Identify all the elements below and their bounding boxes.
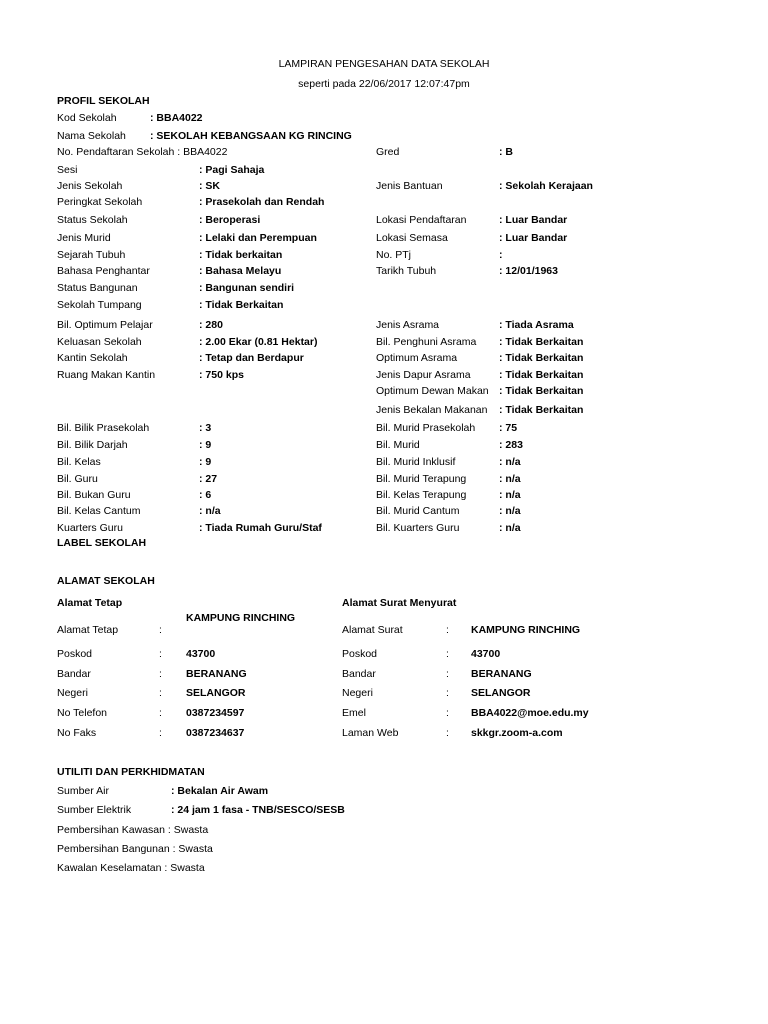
alamat-surat-row-label: Poskod (342, 648, 378, 660)
profil-right-row-label: Bil. Kuarters Guru (376, 522, 460, 534)
profil-left-row-value: : 9 (199, 439, 212, 451)
profil-left-row-value: : n/a (199, 505, 221, 517)
nama-sekolah-value: : SEKOLAH KEBANGSAAN KG RINCING (150, 130, 352, 142)
alamat-tetap-row-value: 0387234637 (186, 727, 245, 739)
no-pendaftaran: No. Pendaftaran Sekolah : BBA4022 (57, 146, 228, 158)
gred-label: Gred (376, 146, 400, 158)
pembersihan-bangunan: Pembersihan Bangunan : Swasta (57, 843, 213, 855)
profil-right-row-label: Bil. Murid Inklusif (376, 456, 456, 468)
profil-right-row-label: Jenis Bekalan Makanan (376, 404, 488, 416)
profil-left-row-label: Bil. Kelas Cantum (57, 505, 141, 517)
alamat-surat-row-label: Laman Web (342, 727, 399, 739)
sumber-elektrik-value: : 24 jam 1 fasa - TNB/SESCO/SESB (171, 804, 345, 816)
profil-right-row-value: : n/a (499, 489, 521, 501)
alamat-surat-row-value: skkgr.zoom-a.com (471, 727, 563, 739)
profil-left-row-value: : Pagi Sahaja (199, 164, 265, 176)
profil-left-row-label: Status Bangunan (57, 282, 138, 294)
profil-right-row-value: : Tidak Berkaitan (499, 404, 584, 416)
alamat-tetap-row-colon: : (159, 648, 162, 660)
profil-right-row-value: : Luar Bandar (499, 232, 568, 244)
document-subtitle: seperti pada 22/06/2017 12:07:47pm (298, 78, 470, 90)
profil-right-row-label: Jenis Dapur Asrama (376, 369, 471, 381)
profil-left-row-value: : Tetap dan Berdapur (199, 352, 304, 364)
sumber-air-value: : Bekalan Air Awam (171, 785, 269, 797)
profil-left-row-value: : SK (199, 180, 220, 192)
profil-heading: PROFIL SEKOLAH (57, 95, 150, 107)
sumber-elektrik-label: Sumber Elektrik (57, 804, 132, 816)
profil-right-row-value: : (499, 249, 503, 261)
profil-left-row-value: : Tidak Berkaitan (199, 299, 284, 311)
profil-right-row-label: No. PTj (376, 249, 412, 261)
profil-left-row-label: Sekolah Tumpang (57, 299, 142, 311)
profil-right-row-label: Jenis Asrama (376, 319, 440, 331)
alamat-heading: ALAMAT SEKOLAH (57, 575, 155, 587)
alamat-surat-row-label: Bandar (342, 668, 376, 680)
label-sekolah-heading: LABEL SEKOLAH (57, 537, 147, 549)
profil-right-row-label: Bil. Murid Prasekolah (376, 422, 476, 434)
profil-right-row-value: : 12/01/1963 (499, 265, 558, 277)
alamat-surat-row-colon: : (446, 648, 449, 660)
profil-left-row-label: Bil. Guru (57, 473, 98, 485)
profil-left-row-label: Bil. Kelas (57, 456, 101, 468)
alamat-tetap-row-value: 0387234597 (186, 707, 245, 719)
kawalan-keselamatan: Kawalan Keselamatan : Swasta (57, 862, 205, 874)
alamat-tetap-row-colon: : (159, 727, 162, 739)
profil-left-row-label: Sejarah Tubuh (57, 249, 126, 261)
profil-left-row-value: : 3 (199, 422, 212, 434)
profil-right-row-value: : n/a (499, 505, 521, 517)
alamat-tetap-row-value: BERANANG (186, 668, 247, 680)
alamat-tetap-line1: KAMPUNG RINCHING (186, 612, 296, 624)
utiliti-heading: UTILITI DAN PERKHIDMATAN (57, 766, 205, 778)
profil-right-row-label: Tarikh Tubuh (376, 265, 437, 277)
profil-left-row-label: Ruang Makan Kantin (57, 369, 156, 381)
profil-right-row-label: Bil. Kelas Terapung (376, 489, 467, 501)
profil-right-row-value: : Sekolah Kerajaan (499, 180, 593, 192)
alamat-tetap-row-colon: : (159, 707, 162, 719)
alamat-tetap-row-label: Negeri (57, 687, 88, 699)
profil-right-row-label: Optimum Dewan Makan (376, 385, 489, 397)
profil-left-row-label: Sesi (57, 164, 78, 176)
sumber-air-label: Sumber Air (57, 785, 109, 797)
alamat-tetap-row-colon: : (159, 668, 162, 680)
profil-left-row-value: : Prasekolah dan Rendah (199, 196, 325, 208)
profil-left-row-label: Jenis Murid (57, 232, 111, 244)
profil-left-row-value: : 6 (199, 489, 212, 501)
profil-right-row-label: Bil. Murid Terapung (376, 473, 467, 485)
profil-right-row-label: Lokasi Semasa (376, 232, 448, 244)
gred-value: : B (499, 146, 513, 158)
pembersihan-kawasan: Pembersihan Kawasan : Swasta (57, 824, 209, 836)
profil-right-row-label: Bil. Penghuni Asrama (376, 336, 477, 348)
profil-right-row-value: : n/a (499, 522, 521, 534)
alamat-tetap-row-label: No Telefon (57, 707, 108, 719)
alamat-tetap-row-colon: : (159, 624, 162, 636)
profil-right-row-value: : Tidak Berkaitan (499, 369, 584, 381)
alamat-surat-row-value: BERANANG (471, 668, 532, 680)
alamat-tetap-row-label: Poskod (57, 648, 93, 660)
profil-left-row-label: Bil. Bilik Darjah (57, 439, 128, 451)
profil-left-row-value: : Tidak berkaitan (199, 249, 283, 261)
profil-right-row-label: Optimum Asrama (376, 352, 458, 364)
alamat-tetap-row-value: SELANGOR (186, 687, 246, 699)
profil-left-row-label: Status Sekolah (57, 214, 128, 226)
profil-right-row-value: : Tiada Asrama (499, 319, 574, 331)
profil-right-row-value: : 75 (499, 422, 518, 434)
profil-left-row-label: Bil. Optimum Pelajar (57, 319, 153, 331)
alamat-surat-heading: Alamat Surat Menyurat (342, 597, 457, 609)
profil-right-row-value: : Luar Bandar (499, 214, 568, 226)
alamat-surat-row-value: 43700 (471, 648, 501, 660)
alamat-surat-row-label: Emel (342, 707, 366, 719)
profil-right-row-value: : n/a (499, 473, 521, 485)
profil-left-row-value: : Bahasa Melayu (199, 265, 282, 277)
alamat-surat-row-label: Negeri (342, 687, 373, 699)
profil-left-row-value: : 9 (199, 456, 212, 468)
profil-right-row-label: Lokasi Pendaftaran (376, 214, 467, 226)
profil-left-row-label: Bahasa Penghantar (57, 265, 150, 277)
alamat-tetap-row-label: Alamat Tetap (57, 624, 119, 636)
profil-left-row-label: Kantin Sekolah (57, 352, 128, 364)
alamat-surat-row-colon: : (446, 707, 449, 719)
nama-sekolah-label: Nama Sekolah (57, 130, 126, 142)
profil-left-row-value: : 280 (199, 319, 223, 331)
alamat-surat-row-label: Alamat Surat (342, 624, 403, 636)
profil-left-row-value: : Lelaki dan Perempuan (199, 232, 317, 244)
profil-right-row-value: : Tidak Berkaitan (499, 336, 584, 348)
alamat-tetap-row-value: 43700 (186, 648, 216, 660)
alamat-surat-row-colon: : (446, 624, 449, 636)
profil-left-row-value: : Beroperasi (199, 214, 261, 226)
kod-sekolah-value: : BBA4022 (150, 112, 203, 124)
profil-left-row-label: Bil. Bukan Guru (57, 489, 131, 501)
alamat-surat-row-value: SELANGOR (471, 687, 531, 699)
alamat-tetap-row-label: Bandar (57, 668, 91, 680)
profil-left-row-value: : Tiada Rumah Guru/Staf (199, 522, 322, 534)
profil-left-row-label: Keluasan Sekolah (57, 336, 142, 348)
document-title: LAMPIRAN PENGESAHAN DATA SEKOLAH (278, 58, 490, 70)
profil-left-row-label: Jenis Sekolah (57, 180, 123, 192)
kod-sekolah-label: Kod Sekolah (57, 112, 117, 124)
alamat-tetap-heading: Alamat Tetap (57, 597, 123, 609)
alamat-surat-row-value: KAMPUNG RINCHING (471, 624, 581, 636)
alamat-tetap-row-label: No Faks (57, 727, 97, 739)
profil-left-row-value: : 2.00 Ekar (0.81 Hektar) (199, 336, 318, 348)
profil-right-row-value: : 283 (499, 439, 523, 451)
alamat-surat-row-colon: : (446, 668, 449, 680)
profil-left-row-value: : Bangunan sendiri (199, 282, 295, 294)
profil-right-row-value: : Tidak Berkaitan (499, 352, 584, 364)
profil-left-row-value: : 27 (199, 473, 218, 485)
alamat-surat-row-value: BBA4022@moe.edu.my (471, 707, 589, 719)
alamat-tetap-row-colon: : (159, 687, 162, 699)
profil-right-row-value: : Tidak Berkaitan (499, 385, 584, 397)
profil-left-row-value: : 750 kps (199, 369, 244, 381)
profil-right-row-label: Jenis Bantuan (376, 180, 443, 192)
profil-left-row-label: Bil. Bilik Prasekolah (57, 422, 150, 434)
alamat-surat-row-colon: : (446, 727, 449, 739)
profil-left-row-label: Kuarters Guru (57, 522, 123, 534)
profil-right-row-label: Bil. Murid Cantum (376, 505, 460, 517)
profil-left-row-label: Peringkat Sekolah (57, 196, 143, 208)
profil-right-row-label: Bil. Murid (376, 439, 420, 451)
profil-right-row-value: : n/a (499, 456, 521, 468)
alamat-surat-row-colon: : (446, 687, 449, 699)
